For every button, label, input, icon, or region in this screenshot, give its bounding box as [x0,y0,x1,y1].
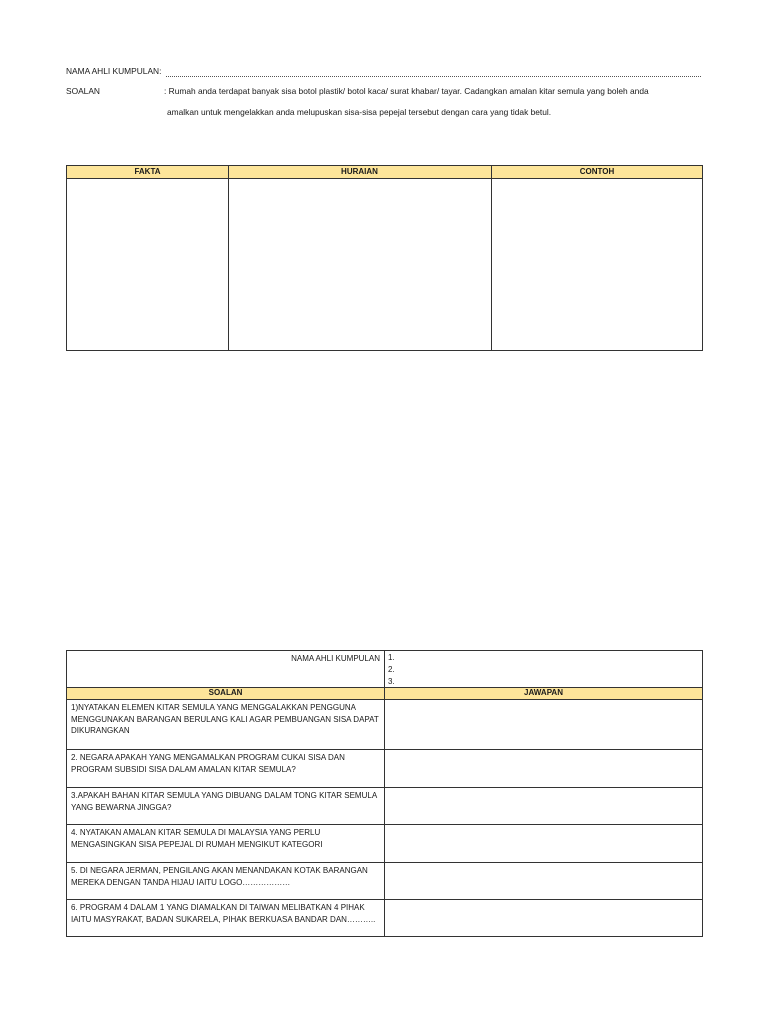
header-soalan: SOALAN [208,688,243,697]
question-6: 6. PROGRAM 4 DALAM 1 YANG DIAMALKAN DI TAIWAN MELIBATKAN 4 PIHAK IAITU MASYRAKAT, BADAN SUKARELA, PIHAK BERKUASA BANDAR DAN……….. [71,903,376,924]
question-4: 4. NYATAKAN AMALAN KITAR SEMULA DI MALAYSIA YANG PERLU MENGASINGKAN SISA PEPEJAL DI RUMAH MENGIKUT KATEGORI [71,828,323,849]
contoh-answer-cell[interactable] [492,179,702,350]
answer-cell-2[interactable] [385,750,702,787]
huraian-answer-cell[interactable] [229,179,491,350]
header-jawapan: JAWAPAN [524,688,563,697]
name-label: NAMA AHLI KUMPULAN: [66,66,162,76]
question-2: 2. NEGARA APAKAH YANG MENGAMALKAN PROGRAM CUKAI SISA DAN PROGRAM SUBSIDI SISA DALAM AMALAN KITAR SEMULA? [71,753,345,774]
question-line-2: amalkan untuk mengelakkan anda melupuskan sisa-sisa pepejal tersebut dengan cara yang tidak betul. [167,107,552,117]
header-huraian: HURAIAN [341,167,378,176]
soalan-label: SOALAN [66,86,100,96]
answer-cell-5[interactable] [385,863,702,899]
header-fakta: FAKTA [134,167,161,176]
question-3: 3.APAKAH BAHAN KITAR SEMULA YANG DIBUANG DALAM TONG KITAR SEMULA YANG BEWARNA JINGGA? [71,791,377,812]
answer-cell-6[interactable] [385,900,702,937]
question-line-1: : Rumah anda terdapat banyak sisa botol plastik/ botol kaca/ surat khabar/ tayar. Cadangkan amalan kitar semula yang boleh anda [164,86,649,96]
member-number: 3. [388,677,395,686]
fakta-table [66,165,703,351]
group-name-label: NAMA AHLI KUMPULAN [291,654,380,663]
question-1: 1)NYATAKAN ELEMEN KITAR SEMULA YANG MENGGALAKKAN PENGGUNA MENGGUNAKAN BARANGAN BERULANG KALI AGAR PEMBUANGAN SISA DAPAT DIKURANGKAN [71,703,379,735]
member-number: 2. [388,665,395,674]
group-name-label-cell [67,651,384,687]
name-fill-line[interactable] [166,76,701,77]
fakta-answer-cell[interactable] [67,179,228,350]
group-members-cell[interactable] [388,652,688,688]
member-number: 1. [388,653,395,662]
question-5: 5. DI NEGARA JERMAN, PENGILANG AKAN MENANDAKAN KOTAK BARANGAN MEREKA DENGAN TANDA HIJAU IAITU LOGO……………… [71,866,368,887]
soalan-jawapan-table [66,650,703,937]
answer-cell-1[interactable] [385,700,702,749]
header-contoh: CONTOH [579,167,615,176]
answer-cell-3[interactable] [385,788,702,824]
answer-cell-4[interactable] [385,825,702,862]
